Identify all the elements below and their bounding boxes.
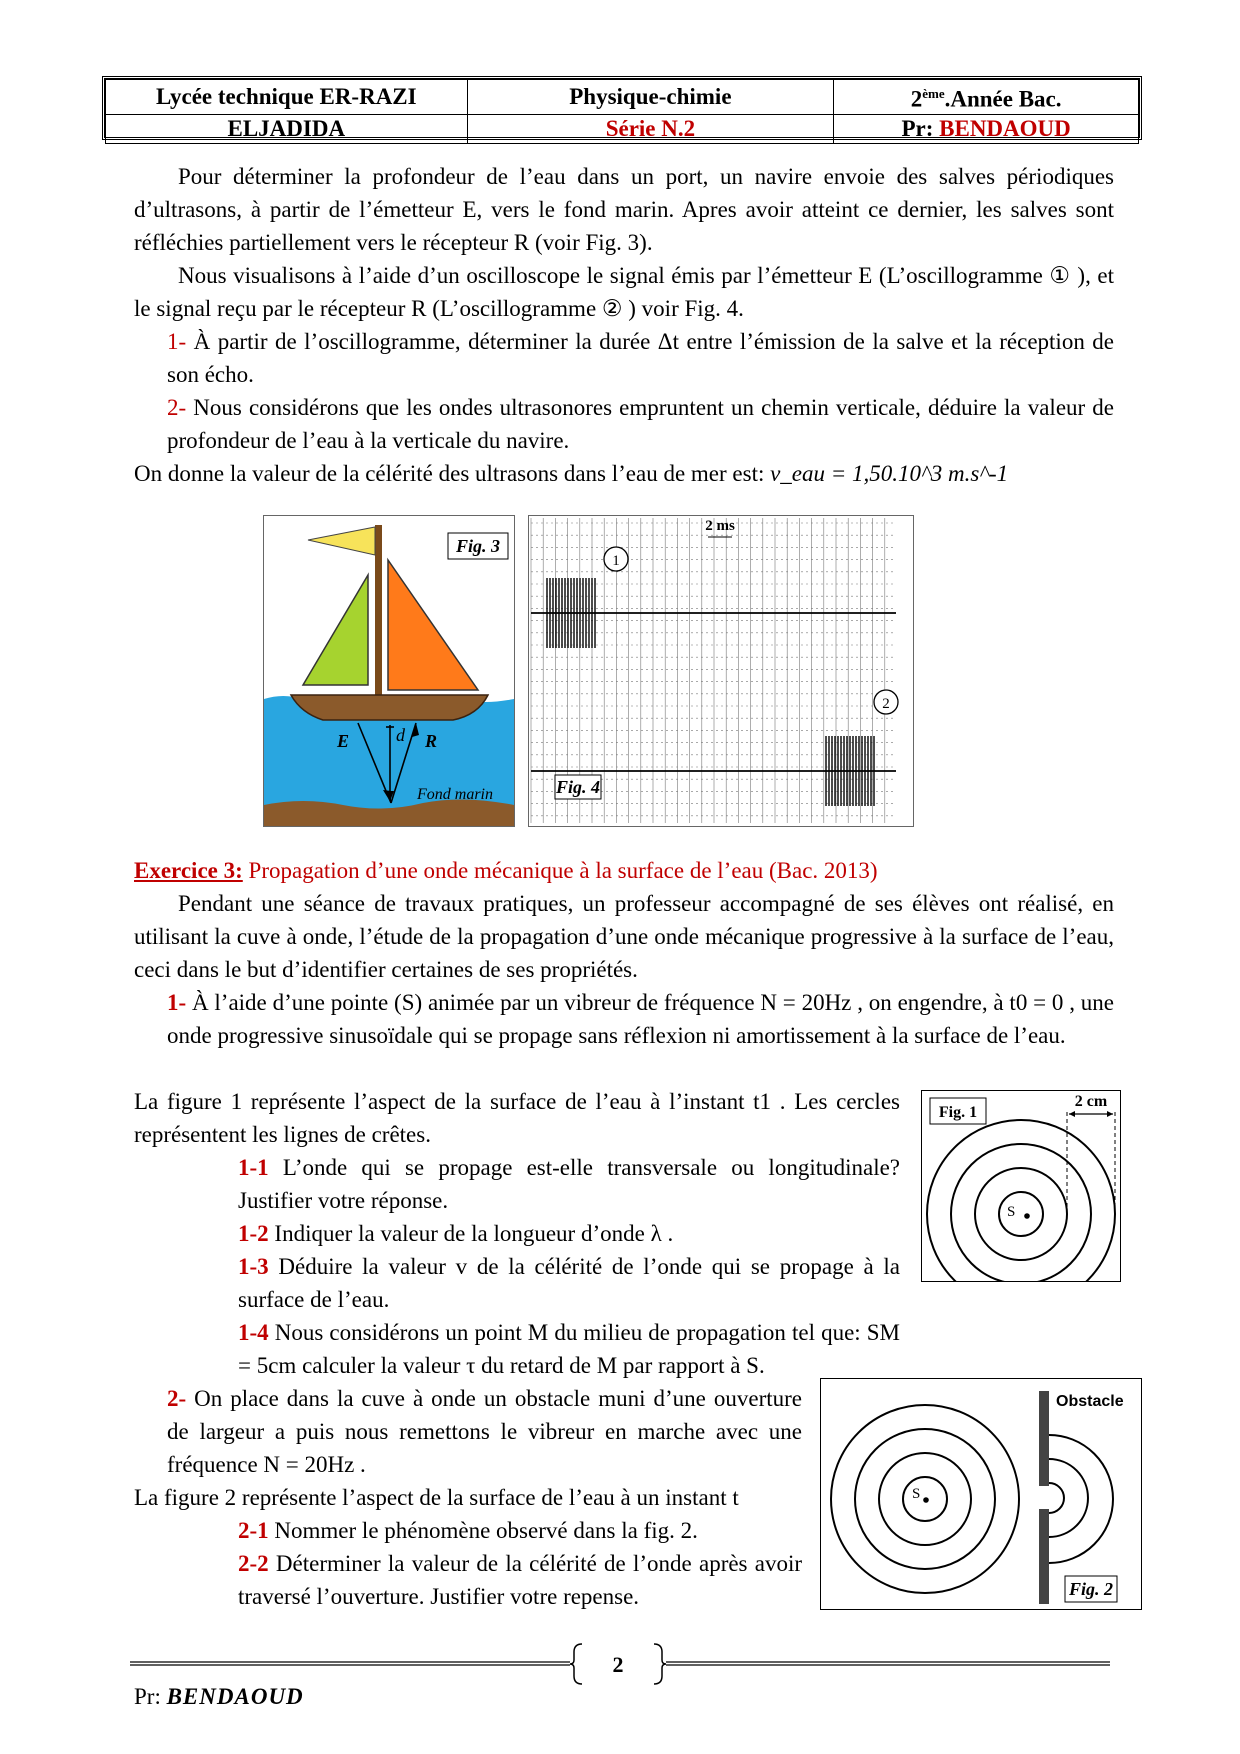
fig4-label: Fig. 4 (555, 777, 601, 797)
fig3-seabed-label: Fond marin (417, 786, 493, 803)
page-number: 2 (612, 1652, 624, 1677)
fig4-trace-2-marker: 2 (882, 696, 890, 712)
ex3-title: Exercice 3: Propagation d’une onde mécanique à la surface de l’eau (Bac. 2013) (134, 858, 878, 883)
city: ELJADIDA (106, 114, 468, 143)
header-table (102, 76, 1142, 140)
fig1-label: Fig. 1 (938, 1104, 978, 1121)
ex2-formula: v_eau = 1,50.10^3 m.s^-1 (770, 461, 1009, 486)
fig3-receiver-label: R (425, 731, 438, 751)
ex2-paragraph-1: Pour déterminer la profondeur de l’eau dans un port, un navire envoie des salves périodiques d’ultrasons, à partir de l’émetteur E, vers le fond marin. Apres avoir atteint ce dernier, les salves sont réfléchies partiellement vers le récepteur R (voir Fig. 3). (134, 164, 1114, 255)
school-name: Lycée technique ER-RAZI (106, 80, 468, 115)
fig4-trace-1-marker: 1 (612, 553, 620, 569)
fig3-boat-diagram (263, 515, 515, 827)
fig2-diffraction (820, 1378, 1142, 1610)
ex3-question-1: 1- À l’aide d’une pointe (S) animée par un vibreur de fréquence N = 20Hz , on engendre, à t0 = 0 , une onde progressive sinusoïdale qui se propage sans réflexion ni amortissement à la surface de l’eau. (167, 990, 1114, 1048)
footer-rule (130, 1642, 1110, 1686)
fig2-source-label: S (912, 1486, 921, 1502)
ex2-question-1: 1- À partir de l’oscillogramme, déterminer la durée Δt entre l’émission de la salve et la réception de son écho. (167, 329, 1114, 387)
professor: Pr: BENDAOUD (834, 114, 1139, 143)
fig4-oscillogram (528, 515, 914, 827)
ex2-paragraph-2: Nous visualisons à l’aide d’un oscilloscope le signal émis par l’émetteur E (L’oscillogramme ① ), et le signal reçu par le récepteur R (L’oscillogramme ② ) voir Fig. 4. (134, 263, 1114, 321)
ex3-question-1-3: 1-3 Déduire la valeur v de la célérité de l’onde qui se propage à la surface de l’eau. (238, 1254, 900, 1312)
footer-author: Pr: BENDAOUD (134, 1684, 304, 1709)
fig1-wave-crests (921, 1090, 1121, 1282)
ex3-question-1-4: 1-4 Nous considérons un point M du milieu de propagation tel que: SM = 5cm calculer la valeur τ du retard de M par rapport à S. (238, 1320, 901, 1378)
exercise-2-text (134, 160, 1114, 490)
fig4-scale-label: 2 ms (705, 518, 735, 534)
exercise-3-part-2 (134, 1382, 802, 1613)
ex2-question-2: 2- Nous considérons que les ondes ultrasonores empruntent un chemin verticale, déduire la valeur de profondeur de l’eau à la verticale du navire. (167, 395, 1115, 453)
ex2-given: On donne la valeur de la célérité des ultrasons dans l’eau de mer est: v_eau = 1,50.10^3 m.s^-1 (134, 461, 1009, 486)
ex3-question-2-1: 2-1 Nommer le phénomène observé dans la fig. 2. (238, 1518, 698, 1543)
ex3-question-2-2: 2-2 Déterminer la valeur de la célérité de l’onde après avoir traversé l’ouverture. Justifier votre repense. (238, 1551, 802, 1609)
ex3-question-2: 2- On place dans la cuve à onde un obstacle muni d’une ouverture de largeur a puis nous remettons le vibreur en marche avec une fréquence N = 20Hz . (167, 1386, 802, 1477)
fig2-label: Fig. 2 (1068, 1579, 1114, 1599)
fig3-distance-label: d (396, 725, 405, 745)
fig3-label: Fig. 3 (455, 536, 501, 556)
ex3-fig2-text: La figure 2 représente l’aspect de la surface de l’eau à un instant t (134, 1485, 739, 1510)
level: 2ème.Année Bac. (834, 80, 1139, 115)
subject: Physique-chimie (467, 80, 834, 115)
exercise-3-text (134, 854, 1114, 1052)
fig1-source-label: S (1007, 1204, 1016, 1220)
ex3-fig1-text: La figure 1 représente l’aspect de la surface de l’eau à l’instant t1 . Les cercles représentent les lignes de crêtes. (134, 1089, 900, 1147)
fig1-scale-label: 2 cm (1074, 1093, 1108, 1110)
series: Série N.2 (467, 114, 834, 143)
fig2-obstacle-label: Obstacle (1056, 1393, 1124, 1410)
ex3-question-1-1: 1-1 L’onde qui se propage est-elle transversale ou longitudinale? Justifier votre réponse. (238, 1155, 901, 1213)
exercise-3-part-1 (134, 1085, 900, 1382)
ex3-intro: Pendant une séance de travaux pratiques, un professeur accompagné de ses élèves ont réalisé, en utilisant la cuve à onde, l’étude de la propagation d’une onde mécanique progressive à la surface de l’eau, ceci dans le but d’identifier certaines de ses propriétés. (134, 891, 1114, 982)
ex3-question-1-2: 1-2 Indiquer la valeur de la longueur d’onde λ . (238, 1221, 674, 1246)
fig3-emitter-label: E (337, 731, 350, 751)
